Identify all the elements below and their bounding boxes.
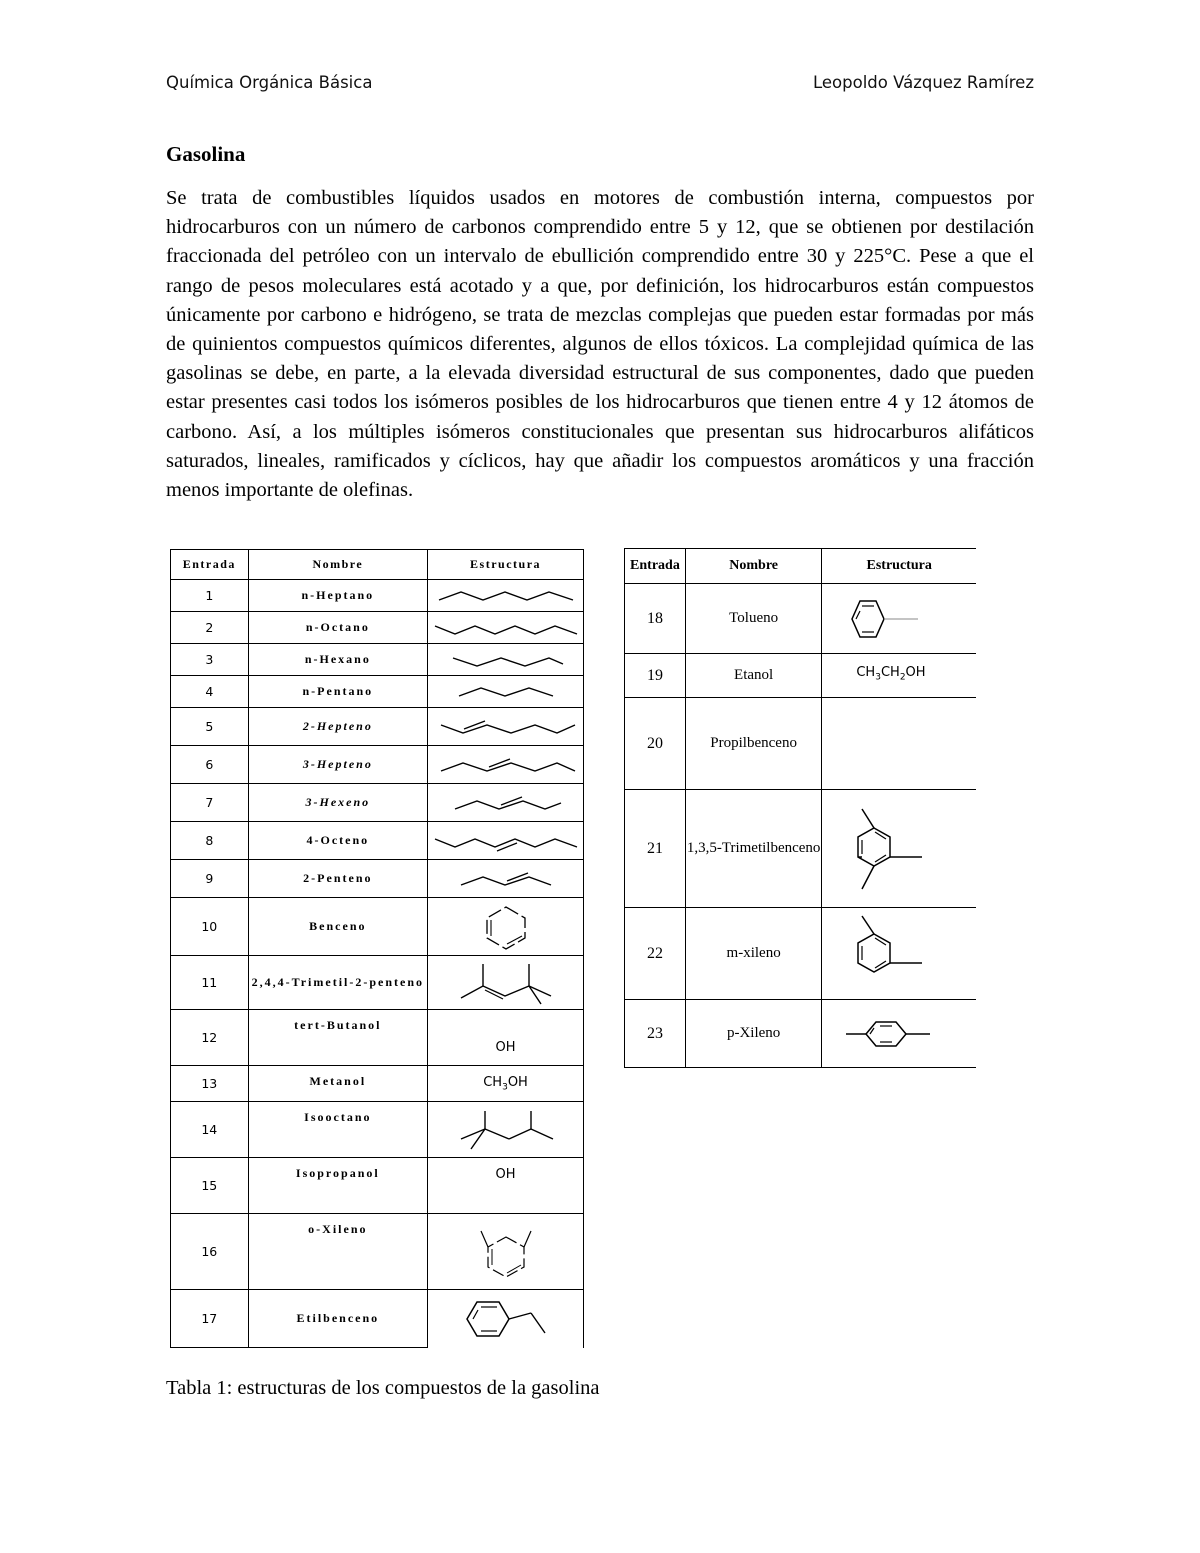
table-row (625, 790, 977, 908)
name-cell: 3-Hepteno (248, 746, 427, 784)
p-xylene-structure (822, 1006, 953, 1062)
ethylbenzene-structure (431, 1293, 581, 1345)
section-title: Gasolina (166, 142, 246, 166)
n-octane-structure (431, 616, 581, 640)
structure-cell (822, 1000, 976, 1068)
benzene-structure (431, 902, 581, 952)
structure-cell (428, 860, 584, 898)
structure-cell (822, 584, 976, 654)
name-cell: Etilbenceno (248, 1290, 427, 1348)
m-xylene-structure (822, 912, 942, 996)
structure-cell (428, 898, 584, 956)
table-row (171, 784, 584, 822)
table-row (171, 580, 584, 612)
table-row (171, 676, 584, 708)
name-cell: 4-Octeno (248, 822, 427, 860)
name-cell: o-Xileno (248, 1214, 427, 1290)
structure-cell (822, 654, 976, 698)
structure-cell (428, 1290, 584, 1348)
structure-cell (428, 746, 584, 784)
header-entrada: Entrada (171, 550, 249, 580)
entry-cell: 6 (171, 746, 249, 784)
entry-cell: 2 (171, 612, 249, 644)
entry-cell: 5 (171, 708, 249, 746)
table-caption: Tabla 1: estructuras de los compuestos de la gasolina (166, 1377, 600, 1399)
name-cell: 2-Penteno (248, 860, 427, 898)
n-heptane-structure (431, 584, 581, 608)
name-cell: 2,4,4-Trimetil-2-penteno (248, 956, 427, 1010)
structure-cell (428, 1102, 584, 1158)
entry-cell: 16 (171, 1214, 249, 1290)
name-cell: Isooctano (248, 1102, 427, 1158)
table-row (171, 956, 584, 1010)
name-cell: 2-Hepteno (248, 708, 427, 746)
table-row (625, 584, 977, 654)
table-row (625, 1000, 977, 1068)
toluene-structure (822, 591, 942, 647)
header-entrada: Entrada (625, 549, 686, 584)
name-cell: n-Pentano (248, 676, 427, 708)
entry-cell: 17 (171, 1290, 249, 1348)
compounds-table-2 (624, 548, 976, 1068)
entry-cell: 15 (171, 1158, 249, 1214)
structure-cell (428, 708, 584, 746)
structure-cell (428, 580, 584, 612)
entry-cell: 19 (625, 654, 686, 698)
structure-cell (428, 1010, 584, 1066)
name-cell: n-Hexano (248, 644, 427, 676)
structure-cell (428, 784, 584, 822)
structure-cell (428, 644, 584, 676)
table-row (171, 746, 584, 784)
name-cell: p-Xileno (685, 1000, 821, 1068)
n-hexane-structure (431, 648, 581, 672)
structure-cell (428, 822, 584, 860)
n-pentane-structure (431, 680, 581, 704)
name-cell: m-xileno (685, 908, 821, 1000)
structure-cell (822, 908, 976, 1000)
name-cell: 3-Hexeno (248, 784, 427, 822)
methanol-structure: $CH_3OH$ (483, 1075, 528, 1093)
entry-cell: 23 (625, 1000, 686, 1068)
2-pentene-structure (431, 865, 581, 893)
entry-cell: 7 (171, 784, 249, 822)
structure-cell (428, 612, 584, 644)
table-row (171, 612, 584, 644)
structure-cell (822, 698, 976, 790)
mesitylene-structure (822, 795, 942, 903)
table-row (171, 860, 584, 898)
table-row (171, 898, 584, 956)
tert-butanol-structure: OH (495, 1040, 516, 1055)
o-xylene-structure (431, 1219, 581, 1285)
table-row (625, 654, 977, 698)
header-nombre: Nombre (685, 549, 821, 584)
table-header-row (625, 549, 977, 584)
table-row (171, 1010, 584, 1066)
3-hexene-structure (431, 789, 581, 817)
name-cell: Tolueno (685, 584, 821, 654)
header-estructura: Estructura (428, 550, 584, 580)
entry-cell: 14 (171, 1102, 249, 1158)
body-paragraph: Se trata de combustibles líquidos usados en motores de combustión interna, compuestos por hidrocarburos con un número de carbonos comprendido entre 5 y 12, que se obtienen por destilación fraccionada del petróleo con un intervalo de ebullición comprendido entre 30 y 225°C. Pese a que el rango de pesos moleculares está acotado y a que, por definición, los hidrocarburos están compuestos únicamente por carbono e hidrógeno, se trata de mezclas complejas que pueden estar formadas por más de quinientos compuestos químicos diferentes, algunos de ellos tóxicos. La complejidad química de las gasolinas se debe, en parte, a la elevada diversidad estructural de sus componentes, dado que pueden estar presentes casi todos los isómeros posibles de los hidrocarburos que tienen entre 4 y 12 átomos de carbono. Así, a los múltiples isómeros constitucionales que presentan sus hidrocarburos alifáticos saturados, lineales, ramificados y cíclicos, hay que añadir los compuestos aromáticos y una fracción menos importante de olefinas. (166, 187, 1034, 502)
entry-cell: 4 (171, 676, 249, 708)
table-header-row (171, 550, 584, 580)
name-cell: n-Heptano (248, 580, 427, 612)
entry-cell: 10 (171, 898, 249, 956)
name-cell: 1,3,5-Trimetilbenceno (685, 790, 821, 908)
entry-cell: 11 (171, 956, 249, 1010)
entry-cell: 22 (625, 908, 686, 1000)
running-header-right: Leopoldo Vázquez Ramírez (813, 73, 1034, 92)
structure-cell (428, 676, 584, 708)
header-estructura: Estructura (822, 549, 976, 584)
name-cell: n-Octano (248, 612, 427, 644)
structure-cell (822, 790, 976, 908)
structure-cell (428, 1066, 584, 1102)
header-nombre: Nombre (248, 550, 427, 580)
name-cell: Isopropanol (248, 1158, 427, 1214)
entry-cell: 13 (171, 1066, 249, 1102)
compounds-table-1 (170, 549, 584, 1348)
4-octene-structure (431, 827, 581, 855)
table-row (171, 822, 584, 860)
running-header-left: Química Orgánica Básica (166, 73, 373, 92)
trimethylpentene-structure (431, 960, 581, 1006)
entry-cell: 1 (171, 580, 249, 612)
table-row (171, 1214, 584, 1290)
structure-cell (428, 1214, 584, 1290)
3-heptene-structure (431, 751, 581, 779)
table-row (171, 1066, 584, 1102)
structure-cell (428, 1158, 584, 1214)
name-cell: Propilbenceno (685, 698, 821, 790)
entry-cell: 9 (171, 860, 249, 898)
name-cell: Benceno (248, 898, 427, 956)
table-row (171, 1158, 584, 1214)
name-cell: Etanol (685, 654, 821, 698)
table-row (171, 708, 584, 746)
table-row (625, 908, 977, 1000)
table-row (625, 698, 977, 790)
table-row (171, 1290, 584, 1348)
name-cell: tert-Butanol (248, 1010, 427, 1066)
table-row (171, 644, 584, 676)
structure-cell (428, 956, 584, 1010)
entry-cell: 20 (625, 698, 686, 790)
entry-cell: 3 (171, 644, 249, 676)
2-heptene-structure (431, 713, 581, 741)
entry-cell: 21 (625, 790, 686, 908)
entry-cell: 12 (171, 1010, 249, 1066)
entry-cell: 8 (171, 822, 249, 860)
entry-cell: 18 (625, 584, 686, 654)
ethanol-structure: $CH_3CH_2OH$ (856, 665, 926, 683)
isooctane-structure (431, 1107, 581, 1153)
table-row (171, 1102, 584, 1158)
name-cell: Metanol (248, 1066, 427, 1102)
isopropanol-structure: OH (495, 1167, 516, 1182)
